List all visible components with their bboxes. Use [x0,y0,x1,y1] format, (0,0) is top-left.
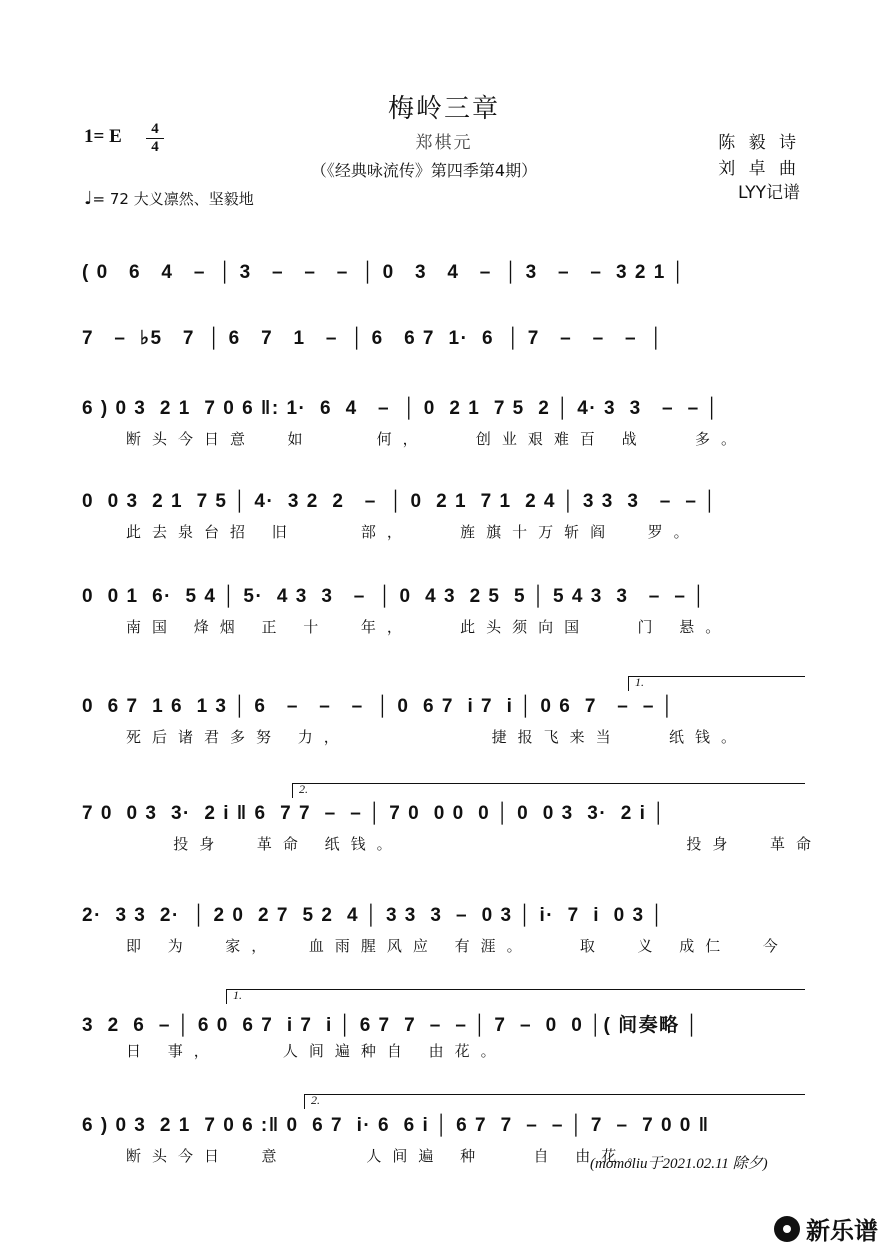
notation-line: 7 – ♭5 7 │ 6 7 1 – │ 6 6 7 1· 6 │ 7 – – – │ [82,328,664,349]
notation-line: 0 0 1 6· 5 4 │ 5· 4 3 3 – │ 0 4 3 2 5 5 │ 5 4 3 3 – – │ [82,586,707,607]
lyrics-line: 死后诸君多努 力， 捷报飞来当 纸钱。 [126,728,747,746]
logo-text: 新乐谱 [806,1217,878,1245]
transcriber-credit: LYY记谱 [738,183,800,203]
score-row [82,327,812,367]
lyrics-line: 南国 烽烟 正 十 年， 此头须向国 门 悬。 [126,618,732,636]
lyrics-line: 断头今日意 如 何， 创业艰难百 战 多。 [126,430,747,448]
notation-line: ( 0 6 4 – │ 3 – – – │ 0 3 4 – │ 3 – – 3 2 1 │ [82,262,686,283]
volta-bracket [226,989,805,1004]
source-note: （《经典咏流传》第四季第4期） [310,161,538,180]
notation-line: 6 ) 0 3 2 1 7 0 6 ‖: 1· 6 4 – │ 0 2 1 7 5 2 │ 4· 3 3 – – │ [82,398,720,419]
volta-bracket [292,783,805,798]
tempo-marking [84,188,254,209]
lyricist-credit: 陈 毅 诗 [718,133,800,153]
lyrics-line: 投身 革命 纸钱。 投身 革命 [126,835,822,853]
lyrics-line: 日 事， 人间遍种自 由花。 [126,1042,507,1060]
volta-label: 1. [233,988,242,1002]
lyrics-line: 即 为 家， 血雨腥风应 有涯。 取 义 成仁 今 [126,937,789,955]
lyrics-line: 此去泉台招 旧 部， 旌旗十万斩阎 罗。 [126,523,700,541]
notation-line: 2· 3 3 2· │ 2 0 2 7 5 2 4 │ 3 3 3 – 0 3 │ i· 7 i 0 3 │ [82,905,665,926]
volta-label: 2. [299,782,308,796]
song-title: 梅岭三章 [387,94,500,124]
time-signature-bottom: 4 [151,139,159,155]
notation-line: 0 0 3 2 1 7 5 │ 4· 3 2 2 – │ 0 2 1 7 1 2 4 │ 3 3 3 – – │ [82,491,718,512]
site-logo [774,1211,878,1246]
composer-credit: 刘 卓 曲 [718,159,800,179]
notation-line: 0 6 7 1 6 1 3 │ 6 – – – │ 0 6 7 i 7 i │ 0 6 7 – – │ [82,696,676,717]
time-signature-top: 4 [151,121,159,137]
volta-bracket [628,676,805,691]
quarter-note-icon: ♩ [84,188,93,209]
notation-line: 6 ) 0 3 2 1 7 0 6 :‖ 0 6 7 i· 6 6 i │ 6 7 7 – – │ 7 – 7 0 0 ‖ [82,1115,710,1136]
volta-label: 2. [311,1093,320,1107]
transcriber-signature: (momoliu于2021.02.11 除夕) [590,1156,768,1172]
vinyl-disc-icon [774,1216,800,1242]
volta-bracket [304,1094,805,1109]
performer: 郑棋元 [415,133,473,153]
score-row [82,262,812,302]
lyrics-line: 断头今日 意 人间遍 种 自 由花。 [126,1147,654,1165]
key-signature: 1= E [84,126,122,147]
notation-line: 3 2 6 – │ 6 0 6 7 i 7 i │ 6 7 7 – – │ 7 – 0 0 │( 间奏略 │ [82,1015,700,1036]
volta-label: 1. [635,675,644,689]
tempo-text: = 72 大义凛然、坚毅地 [92,190,254,208]
notation-line: 7 0 0 3 3· 2 i ‖ 6 7 7 – – │ 7 0 0 0 0 │ 0 0 3 3· 2 i │ [82,803,667,824]
